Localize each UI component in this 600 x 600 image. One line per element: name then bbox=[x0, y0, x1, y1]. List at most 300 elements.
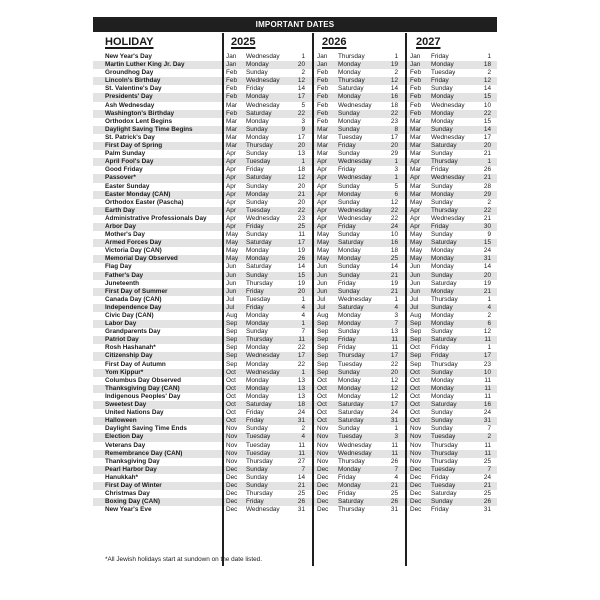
month-cell: Sep bbox=[410, 352, 422, 360]
day-number-cell: 26 bbox=[297, 498, 305, 506]
weekday-cell: Tuesday bbox=[246, 433, 271, 441]
month-cell: Jul bbox=[317, 295, 326, 303]
month-cell: Sep bbox=[226, 360, 238, 368]
month-cell: Apr bbox=[317, 206, 327, 214]
day-number-cell: 1 bbox=[394, 53, 398, 60]
holiday-name: Good Friday bbox=[105, 166, 143, 174]
month-cell: Mar bbox=[410, 182, 422, 190]
month-cell: Jul bbox=[226, 303, 235, 311]
month-cell: Mar bbox=[317, 142, 329, 150]
day-number-cell: 13 bbox=[297, 392, 305, 400]
day-number-cell: 31 bbox=[390, 417, 398, 425]
weekday-cell: Sunday bbox=[431, 425, 453, 433]
weekday-cell: Thursday bbox=[431, 206, 458, 214]
month-cell: May bbox=[317, 231, 330, 239]
weekday-cell: Thursday bbox=[246, 142, 273, 150]
table-row bbox=[93, 174, 497, 182]
table-row bbox=[93, 158, 497, 166]
day-number-cell: 17 bbox=[297, 133, 305, 141]
month-cell: Feb bbox=[410, 69, 422, 77]
month-cell: Jan bbox=[226, 61, 237, 69]
month-cell: Feb bbox=[226, 77, 238, 85]
holiday-name: Memorial Day Observed bbox=[105, 255, 178, 263]
weekday-cell: Wednesday bbox=[246, 53, 280, 60]
day-number-cell: 9 bbox=[487, 231, 491, 239]
day-number-cell: 11 bbox=[298, 231, 305, 239]
weekday-cell: Sunday bbox=[338, 109, 360, 117]
day-number-cell: 29 bbox=[483, 190, 491, 198]
month-cell: Nov bbox=[226, 433, 238, 441]
weekday-cell: Monday bbox=[431, 287, 454, 295]
weekday-cell: Monday bbox=[246, 320, 269, 328]
weekday-cell: Sunday bbox=[246, 328, 268, 336]
day-number-cell: 14 bbox=[390, 263, 398, 271]
day-number-cell: 26 bbox=[483, 166, 491, 174]
month-cell: Sep bbox=[410, 320, 422, 328]
weekday-cell: Tuesday bbox=[431, 465, 456, 473]
day-number-cell: 4 bbox=[487, 303, 491, 311]
day-number-cell: 16 bbox=[483, 401, 491, 409]
month-cell: Apr bbox=[410, 214, 420, 222]
day-number-cell: 17 bbox=[297, 352, 305, 360]
weekday-cell: Friday bbox=[246, 287, 264, 295]
weekday-cell: Friday bbox=[431, 506, 449, 514]
day-number-cell: 1 bbox=[394, 158, 398, 166]
table-row bbox=[93, 312, 497, 320]
month-cell: Jun bbox=[317, 287, 328, 295]
holiday-name: First Day of Spring bbox=[105, 142, 163, 150]
weekday-cell: Saturday bbox=[431, 279, 457, 287]
month-cell: Apr bbox=[226, 198, 236, 206]
holiday-name: Thanksgiving Day bbox=[105, 457, 160, 465]
table-row bbox=[93, 77, 497, 85]
holiday-name: Father's Day bbox=[105, 271, 144, 279]
weekday-cell: Thursday bbox=[246, 336, 273, 344]
holiday-name: Palm Sunday bbox=[105, 150, 146, 158]
weekday-cell: Wednesday bbox=[338, 449, 372, 457]
month-cell: Jun bbox=[410, 279, 421, 287]
month-cell: Jun bbox=[226, 263, 237, 271]
day-number-cell: 30 bbox=[483, 222, 491, 230]
day-number-cell: 14 bbox=[483, 85, 491, 93]
day-number-cell: 12 bbox=[483, 77, 491, 85]
day-number-cell: 20 bbox=[390, 368, 398, 376]
month-cell: Oct bbox=[317, 376, 327, 384]
weekday-cell: Monday bbox=[431, 376, 454, 384]
holiday-name: Halloween bbox=[105, 417, 137, 425]
day-number-cell: 3 bbox=[301, 117, 305, 125]
month-cell: Oct bbox=[410, 409, 420, 417]
weekday-cell: Tuesday bbox=[431, 481, 456, 489]
table-row bbox=[93, 199, 497, 207]
day-number-cell: 21 bbox=[297, 190, 305, 198]
weekday-cell: Friday bbox=[338, 336, 356, 344]
month-cell: Jun bbox=[410, 263, 421, 271]
holiday-name: Independence Day bbox=[105, 303, 162, 311]
day-number-cell: 7 bbox=[487, 465, 491, 473]
month-cell: Mar bbox=[226, 101, 238, 109]
weekday-cell: Monday bbox=[431, 61, 454, 69]
day-number-cell: 11 bbox=[391, 441, 398, 449]
day-number-cell: 29 bbox=[390, 150, 398, 158]
month-cell: Dec bbox=[226, 481, 238, 489]
holiday-name: Armed Forces Day bbox=[105, 239, 162, 247]
table-row bbox=[93, 69, 497, 77]
weekday-cell: Friday bbox=[246, 85, 264, 93]
day-number-cell: 3 bbox=[394, 312, 398, 319]
day-number-cell: 17 bbox=[297, 239, 305, 247]
month-cell: Jan bbox=[226, 53, 237, 60]
month-cell: Apr bbox=[410, 222, 420, 230]
holiday-name: Martin Luther King Jr. Day bbox=[105, 61, 185, 69]
weekday-cell: Wednesday bbox=[246, 101, 280, 109]
weekday-cell: Saturday bbox=[338, 417, 364, 425]
weekday-cell: Friday bbox=[338, 279, 356, 287]
holiday-name: Arbor Day bbox=[105, 222, 136, 230]
weekday-cell: Wednesday bbox=[431, 101, 465, 109]
holiday-name: Sweetest Day bbox=[105, 401, 147, 409]
day-number-cell: 20 bbox=[390, 142, 398, 150]
month-cell: Dec bbox=[410, 506, 422, 514]
weekday-cell: Sunday bbox=[431, 198, 453, 206]
day-number-cell: 21 bbox=[390, 271, 398, 279]
weekday-cell: Sunday bbox=[246, 198, 268, 206]
month-cell: Feb bbox=[226, 69, 238, 77]
weekday-cell: Monday bbox=[246, 392, 269, 400]
month-cell: Apr bbox=[317, 158, 327, 166]
day-number-cell: 25 bbox=[297, 490, 305, 498]
table-row bbox=[93, 498, 497, 506]
day-number-cell: 20 bbox=[297, 61, 305, 69]
day-number-cell: 21 bbox=[483, 150, 491, 158]
weekday-cell: Saturday bbox=[246, 239, 272, 247]
weekday-cell: Monday bbox=[338, 190, 361, 198]
day-number-cell: 22 bbox=[390, 360, 398, 368]
weekday-cell: Thursday bbox=[246, 279, 273, 287]
holiday-name: Administrative Professionals Day bbox=[105, 214, 207, 222]
month-cell: Nov bbox=[317, 457, 329, 465]
month-cell: Jun bbox=[317, 263, 328, 271]
month-cell: Feb bbox=[226, 93, 238, 101]
weekday-cell: Monday bbox=[338, 320, 361, 328]
weekday-cell: Friday bbox=[246, 222, 264, 230]
table-row bbox=[93, 328, 497, 336]
month-cell: Oct bbox=[410, 344, 420, 352]
day-number-cell: 21 bbox=[483, 174, 491, 182]
day-number-cell: 15 bbox=[297, 271, 305, 279]
month-cell: Nov bbox=[410, 449, 422, 457]
month-cell: Nov bbox=[226, 457, 238, 465]
weekday-cell: Monday bbox=[246, 117, 269, 125]
day-number-cell: 25 bbox=[297, 222, 305, 230]
day-number-cell: 4 bbox=[394, 303, 398, 311]
month-cell: May bbox=[317, 239, 330, 247]
day-number-cell: 7 bbox=[301, 465, 305, 473]
table-row bbox=[93, 417, 497, 425]
month-cell: Feb bbox=[410, 101, 422, 109]
weekday-cell: Sunday bbox=[431, 271, 453, 279]
day-number-cell: 24 bbox=[390, 409, 398, 417]
day-number-cell: 11 bbox=[391, 449, 398, 457]
day-number-cell: 1 bbox=[301, 295, 305, 303]
weekday-cell: Monday bbox=[246, 247, 269, 255]
weekday-cell: Sunday bbox=[431, 417, 453, 425]
holiday-name: Grandparents Day bbox=[105, 328, 161, 336]
day-number-cell: 11 bbox=[484, 376, 491, 384]
month-cell: Jan bbox=[317, 53, 328, 60]
weekday-cell: Thursday bbox=[338, 457, 365, 465]
day-number-cell: 14 bbox=[390, 85, 398, 93]
table-row bbox=[93, 247, 497, 255]
holiday-name: Easter Sunday bbox=[105, 182, 150, 190]
table-row bbox=[93, 352, 497, 360]
table-row bbox=[93, 288, 497, 296]
day-number-cell: 22 bbox=[297, 360, 305, 368]
month-cell: Apr bbox=[226, 174, 236, 182]
day-number-cell: 22 bbox=[297, 109, 305, 117]
weekday-cell: Sunday bbox=[338, 368, 360, 376]
weekday-cell: Monday bbox=[246, 344, 269, 352]
weekday-cell: Tuesday bbox=[246, 206, 271, 214]
month-cell: Feb bbox=[410, 77, 422, 85]
table-row bbox=[93, 61, 497, 69]
day-number-cell: 26 bbox=[390, 457, 398, 465]
table-row bbox=[93, 409, 497, 417]
day-number-cell: 10 bbox=[483, 368, 491, 376]
weekday-cell: Tuesday bbox=[338, 133, 363, 141]
day-number-cell: 18 bbox=[297, 401, 305, 409]
month-cell: Nov bbox=[317, 433, 329, 441]
month-cell: Feb bbox=[317, 109, 329, 117]
weekday-cell: Saturday bbox=[246, 174, 272, 182]
holiday-name: Labor Day bbox=[105, 320, 137, 328]
dates-page bbox=[93, 17, 497, 583]
day-number-cell: 31 bbox=[390, 506, 398, 514]
day-number-cell: 20 bbox=[297, 182, 305, 190]
weekday-cell: Wednesday bbox=[338, 158, 372, 166]
day-number-cell: 12 bbox=[297, 174, 305, 182]
holiday-name: First Day of Autumn bbox=[105, 360, 166, 368]
month-cell: Jun bbox=[226, 271, 237, 279]
day-number-cell: 31 bbox=[297, 417, 305, 425]
weekday-cell: Monday bbox=[338, 61, 361, 69]
month-cell: Sep bbox=[226, 336, 238, 344]
holiday-name: Election Day bbox=[105, 433, 144, 441]
month-cell: May bbox=[226, 247, 239, 255]
day-number-cell: 6 bbox=[487, 320, 491, 328]
holiday-name: Indigenous Peoples' Day bbox=[105, 392, 181, 400]
day-number-cell: 21 bbox=[297, 481, 305, 489]
table-row bbox=[93, 231, 497, 239]
month-cell: Mar bbox=[317, 150, 329, 158]
weekday-cell: Sunday bbox=[431, 409, 453, 417]
holiday-name: Rosh Hashanah* bbox=[105, 344, 156, 352]
weekday-cell: Monday bbox=[338, 384, 361, 392]
weekday-cell: Sunday bbox=[431, 498, 453, 506]
month-cell: Nov bbox=[410, 433, 422, 441]
holiday-name: Washington's Birthday bbox=[105, 109, 175, 117]
day-number-cell: 22 bbox=[297, 344, 305, 352]
weekday-cell: Saturday bbox=[338, 239, 364, 247]
month-cell: Oct bbox=[410, 368, 420, 376]
table-row bbox=[93, 320, 497, 328]
holiday-name: Daylight Saving Time Ends bbox=[105, 425, 187, 433]
month-cell: Mar bbox=[410, 125, 422, 133]
month-cell: Jul bbox=[410, 303, 419, 311]
holiday-name: Boxing Day (CAN) bbox=[105, 498, 161, 506]
holiday-name: Flag Day bbox=[105, 263, 132, 271]
holiday-name: Mother's Day bbox=[105, 231, 145, 239]
table-row bbox=[93, 118, 497, 126]
weekday-cell: Monday bbox=[338, 376, 361, 384]
holiday-name: Earth Day bbox=[105, 206, 135, 214]
day-number-cell: 16 bbox=[390, 93, 398, 101]
day-number-cell: 1 bbox=[487, 295, 491, 303]
weekday-cell: Monday bbox=[431, 384, 454, 392]
holiday-name: Pearl Harbor Day bbox=[105, 465, 157, 473]
month-cell: Sep bbox=[226, 320, 238, 328]
weekday-cell: Tuesday bbox=[338, 360, 363, 368]
year-2025-header: 2025 bbox=[231, 36, 256, 48]
month-cell: Apr bbox=[226, 150, 236, 158]
table-row bbox=[93, 93, 497, 101]
month-cell: Jan bbox=[410, 53, 421, 60]
day-number-cell: 5 bbox=[301, 101, 305, 109]
month-cell: Nov bbox=[226, 425, 238, 433]
weekday-cell: Saturday bbox=[431, 239, 457, 247]
month-cell: Nov bbox=[317, 425, 329, 433]
weekday-cell: Sunday bbox=[246, 125, 268, 133]
month-cell: Oct bbox=[226, 376, 236, 384]
weekday-cell: Monday bbox=[431, 247, 454, 255]
month-cell: Feb bbox=[317, 85, 329, 93]
holiday-name: Lincoln's Birthday bbox=[105, 77, 161, 85]
day-number-cell: 7 bbox=[394, 465, 398, 473]
month-cell: Mar bbox=[317, 125, 329, 133]
holiday-name: Presidents' Day bbox=[105, 93, 153, 101]
table-row bbox=[93, 482, 497, 490]
month-cell: Feb bbox=[226, 85, 238, 93]
month-cell: Sep bbox=[317, 352, 329, 360]
weekday-cell: Sunday bbox=[338, 231, 360, 239]
month-cell: Apr bbox=[226, 166, 236, 174]
table-row bbox=[93, 450, 497, 458]
day-number-cell: 14 bbox=[483, 263, 491, 271]
month-cell: Nov bbox=[226, 441, 238, 449]
month-cell: Jan bbox=[410, 61, 421, 69]
day-number-cell: 12 bbox=[390, 392, 398, 400]
day-number-cell: 21 bbox=[483, 214, 491, 222]
weekday-cell: Wednesday bbox=[338, 101, 372, 109]
weekday-cell: Friday bbox=[431, 344, 449, 352]
weekday-cell: Saturday bbox=[431, 336, 457, 344]
month-cell: May bbox=[410, 231, 423, 239]
day-number-cell: 14 bbox=[297, 473, 305, 481]
month-cell: Mar bbox=[410, 133, 422, 141]
day-number-cell: 14 bbox=[297, 263, 305, 271]
day-number-cell: 2 bbox=[487, 69, 491, 77]
table-row bbox=[93, 506, 497, 514]
weekday-cell: Wednesday bbox=[338, 174, 372, 182]
weekday-cell: Tuesday bbox=[246, 295, 271, 303]
holiday-name: Yom Kippur* bbox=[105, 368, 144, 376]
weekday-cell: Thursday bbox=[338, 506, 365, 514]
holiday-name: Patriot Day bbox=[105, 336, 139, 344]
table-row bbox=[93, 280, 497, 288]
day-number-cell: 28 bbox=[483, 182, 491, 190]
column-divider bbox=[405, 33, 407, 566]
day-number-cell: 18 bbox=[297, 166, 305, 174]
weekday-cell: Saturday bbox=[338, 85, 364, 93]
day-number-cell: 25 bbox=[390, 255, 398, 263]
weekday-cell: Sunday bbox=[246, 69, 268, 77]
weekday-cell: Saturday bbox=[246, 263, 272, 271]
table-row bbox=[93, 272, 497, 280]
day-number-cell: 4 bbox=[301, 303, 305, 311]
weekday-cell: Tuesday bbox=[431, 433, 456, 441]
month-cell: Sep bbox=[226, 344, 238, 352]
weekday-cell: Saturday bbox=[246, 401, 272, 409]
table-row bbox=[93, 150, 497, 158]
table-row bbox=[93, 53, 497, 61]
weekday-cell: Sunday bbox=[338, 328, 360, 336]
day-number-cell: 18 bbox=[483, 61, 491, 69]
month-cell: Dec bbox=[317, 465, 329, 473]
month-cell: Mar bbox=[410, 190, 422, 198]
holiday-name: Orthodox Easter (Pascha) bbox=[105, 198, 184, 206]
weekday-cell: Friday bbox=[431, 473, 449, 481]
day-number-cell: 1 bbox=[301, 368, 305, 376]
weekday-cell: Sunday bbox=[338, 198, 360, 206]
weekday-cell: Monday bbox=[431, 312, 454, 319]
month-cell: Dec bbox=[317, 506, 329, 514]
month-cell: Apr bbox=[410, 158, 420, 166]
weekday-cell: Wednesday bbox=[246, 77, 280, 85]
day-number-cell: 19 bbox=[297, 279, 305, 287]
month-cell: Mar bbox=[410, 142, 422, 150]
day-number-cell: 19 bbox=[297, 247, 305, 255]
weekday-cell: Sunday bbox=[431, 328, 453, 336]
table-row bbox=[93, 377, 497, 385]
month-cell: Sep bbox=[317, 328, 329, 336]
day-number-cell: 24 bbox=[297, 409, 305, 417]
day-number-cell: 11 bbox=[484, 449, 491, 457]
day-number-cell: 12 bbox=[390, 376, 398, 384]
month-cell: Mar bbox=[410, 166, 422, 174]
month-cell: Oct bbox=[410, 417, 420, 425]
month-cell: Apr bbox=[226, 182, 236, 190]
month-cell: Apr bbox=[226, 206, 236, 214]
weekday-cell: Wednesday bbox=[246, 352, 280, 360]
day-number-cell: 31 bbox=[483, 506, 491, 514]
day-number-cell: 24 bbox=[483, 409, 491, 417]
day-number-cell: 17 bbox=[390, 401, 398, 409]
table-row bbox=[93, 85, 497, 93]
month-cell: Oct bbox=[317, 384, 327, 392]
weekday-cell: Saturday bbox=[431, 490, 457, 498]
day-number-cell: 18 bbox=[390, 101, 398, 109]
weekday-cell: Monday bbox=[246, 61, 269, 69]
month-cell: Oct bbox=[226, 384, 236, 392]
table-row bbox=[93, 183, 497, 191]
table-row bbox=[93, 304, 497, 312]
weekday-cell: Monday bbox=[246, 376, 269, 384]
day-number-cell: 12 bbox=[483, 328, 491, 336]
day-number-cell: 1 bbox=[301, 158, 305, 166]
day-number-cell: 11 bbox=[484, 441, 491, 449]
weekday-cell: Friday bbox=[431, 77, 449, 85]
day-number-cell: 23 bbox=[483, 360, 491, 368]
